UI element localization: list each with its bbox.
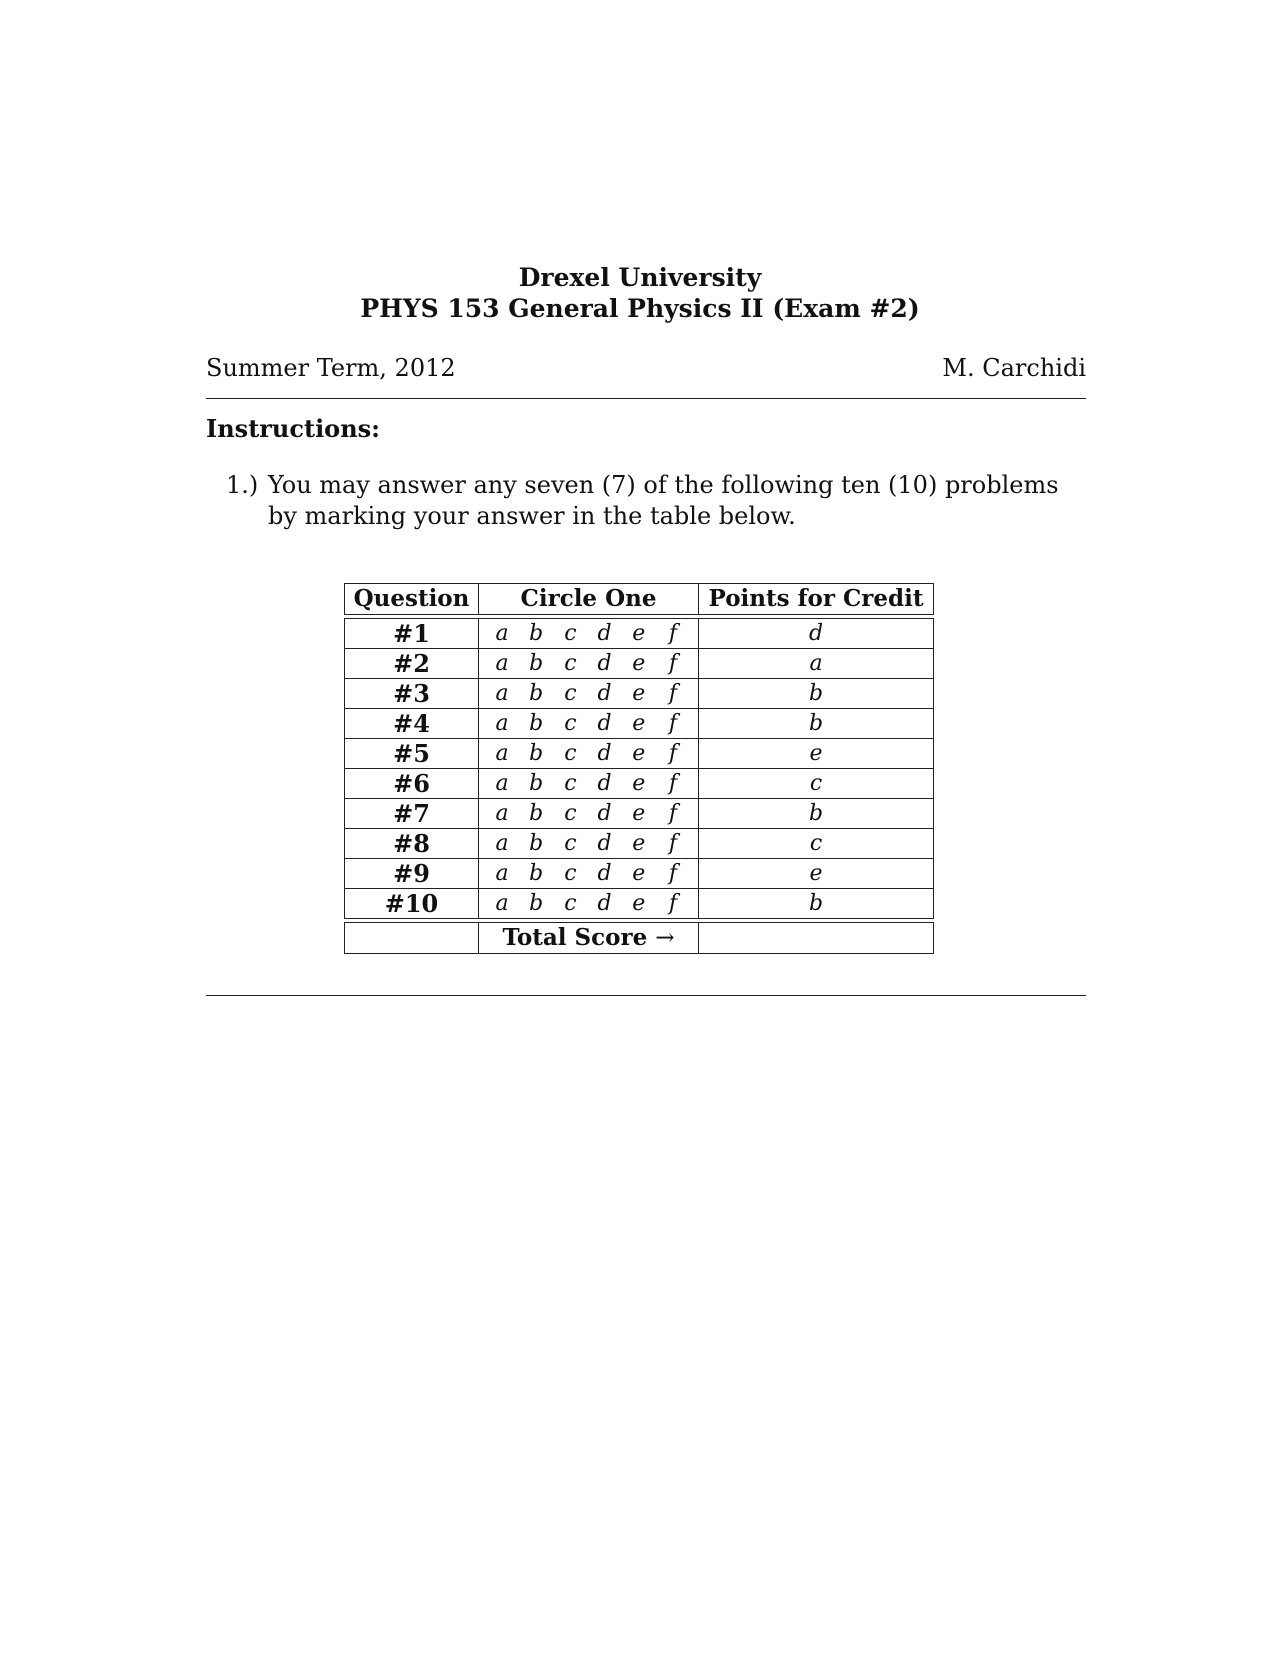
table-header-row <box>344 583 934 615</box>
answer-option-b[interactable]: b <box>529 741 544 766</box>
answer-option-f[interactable]: f <box>668 651 678 676</box>
answer-option-f[interactable]: f <box>668 891 678 916</box>
credit-answer: b <box>698 709 934 739</box>
instructor-name: M. Carchidi <box>942 354 1086 382</box>
answer-option-e[interactable]: e <box>632 651 646 676</box>
options-group <box>479 649 698 678</box>
answer-option-e[interactable]: e <box>632 681 646 706</box>
instructions-heading: Instructions: <box>206 414 381 443</box>
answer-option-c[interactable]: c <box>564 651 577 676</box>
question-number: #6 <box>344 769 478 799</box>
options-group <box>479 769 698 798</box>
credit-answer: e <box>698 859 934 889</box>
answer-option-e[interactable]: e <box>632 771 646 796</box>
options-group <box>479 829 698 858</box>
total-score-label <box>478 922 698 954</box>
answer-option-b[interactable]: b <box>529 681 544 706</box>
right-arrow-icon: → <box>655 925 675 951</box>
answer-options <box>478 739 698 769</box>
answer-table-body <box>344 615 934 919</box>
answer-option-b[interactable]: b <box>529 801 544 826</box>
question-number: #3 <box>344 679 478 709</box>
answer-option-a[interactable]: a <box>495 621 509 646</box>
course-title: PHYS 153 General Physics II (Exam #2) <box>360 294 920 323</box>
answer-option-d[interactable]: d <box>597 681 612 706</box>
answer-option-e[interactable]: e <box>632 831 646 856</box>
answer-option-f[interactable]: f <box>668 681 678 706</box>
answer-option-e[interactable]: e <box>632 891 646 916</box>
options-group <box>479 859 698 888</box>
answer-option-d[interactable]: d <box>597 711 612 736</box>
instruction-item <box>226 470 1086 532</box>
table-row <box>344 769 934 799</box>
answer-option-c[interactable]: c <box>564 891 577 916</box>
answer-option-f[interactable]: f <box>668 771 678 796</box>
answer-option-e[interactable]: e <box>632 801 646 826</box>
term-instructor-row <box>206 353 1086 383</box>
table-row <box>344 618 934 649</box>
question-number: #8 <box>344 829 478 859</box>
answer-option-b[interactable]: b <box>529 651 544 676</box>
table-row <box>344 859 934 889</box>
answer-option-a[interactable]: a <box>495 771 509 796</box>
answer-option-a[interactable]: a <box>495 651 509 676</box>
answer-option-c[interactable]: c <box>564 741 577 766</box>
header-points: Points for Credit <box>698 583 934 615</box>
top-divider <box>206 398 1086 399</box>
answer-option-d[interactable]: d <box>597 741 612 766</box>
answer-options <box>478 829 698 859</box>
table-row <box>344 889 934 919</box>
credit-answer: c <box>698 829 934 859</box>
question-number: #1 <box>344 618 478 649</box>
credit-answer: e <box>698 739 934 769</box>
answer-option-d[interactable]: d <box>597 861 612 886</box>
table-row <box>344 679 934 709</box>
answer-options <box>478 889 698 919</box>
table-row <box>344 709 934 739</box>
table-row <box>344 799 934 829</box>
table-row <box>344 829 934 859</box>
answer-option-e[interactable]: e <box>632 711 646 736</box>
answer-option-a[interactable]: a <box>495 831 509 856</box>
answer-option-b[interactable]: b <box>529 891 544 916</box>
header-question: Question <box>344 583 478 615</box>
answer-options <box>478 859 698 889</box>
options-group <box>479 799 698 828</box>
question-number: #10 <box>344 889 478 919</box>
credit-answer: b <box>698 679 934 709</box>
instruction-text: You may answer any seven (7) of the following ten (10) problems by marking your answer in the table below. <box>268 471 1059 530</box>
question-number: #7 <box>344 799 478 829</box>
answer-option-e[interactable]: e <box>632 861 646 886</box>
credit-answer: b <box>698 799 934 829</box>
total-empty-cell <box>344 922 478 954</box>
answer-options <box>478 709 698 739</box>
institution-name: Drexel University <box>518 263 762 292</box>
total-score-value[interactable] <box>698 922 934 954</box>
options-group <box>479 739 698 768</box>
answer-option-b[interactable]: b <box>529 861 544 886</box>
answer-options <box>478 799 698 829</box>
credit-answer: d <box>698 618 934 649</box>
answer-option-d[interactable]: d <box>597 771 612 796</box>
bottom-divider <box>206 995 1086 996</box>
question-number: #5 <box>344 739 478 769</box>
credit-answer: c <box>698 769 934 799</box>
answer-option-f[interactable]: f <box>668 861 678 886</box>
answer-option-d[interactable]: d <box>597 831 612 856</box>
answer-option-d[interactable]: d <box>597 891 612 916</box>
total-score-row <box>344 922 934 954</box>
answer-options <box>478 649 698 679</box>
answer-options <box>478 679 698 709</box>
answer-option-c[interactable]: c <box>564 771 577 796</box>
term-label: Summer Term, 2012 <box>206 354 456 382</box>
credit-answer: a <box>698 649 934 679</box>
answer-option-a[interactable]: a <box>495 801 509 826</box>
answer-option-e[interactable]: e <box>632 621 646 646</box>
table-row <box>344 739 934 769</box>
answer-option-c[interactable]: c <box>564 801 577 826</box>
answer-option-d[interactable]: d <box>597 621 612 646</box>
question-number: #9 <box>344 859 478 889</box>
options-group <box>479 679 698 708</box>
answer-table <box>344 583 934 954</box>
answer-option-b[interactable]: b <box>529 831 544 856</box>
answer-option-b[interactable]: b <box>529 621 544 646</box>
answer-option-b[interactable]: b <box>529 771 544 796</box>
table-row <box>344 649 934 679</box>
answer-option-f[interactable]: f <box>668 831 678 856</box>
answer-option-c[interactable]: c <box>564 861 577 886</box>
answer-option-a[interactable]: a <box>495 741 509 766</box>
answer-option-f[interactable]: f <box>668 741 678 766</box>
options-group <box>479 889 698 918</box>
answer-option-c[interactable]: c <box>564 681 577 706</box>
answer-option-e[interactable]: e <box>632 741 646 766</box>
options-group <box>479 709 698 738</box>
answer-option-a[interactable]: a <box>495 861 509 886</box>
answer-option-a[interactable]: a <box>495 681 509 706</box>
answer-options <box>478 618 698 649</box>
header-circle-one: Circle One <box>478 583 698 615</box>
answer-options <box>478 769 698 799</box>
answer-option-d[interactable]: d <box>597 801 612 826</box>
answer-option-f[interactable]: f <box>668 801 678 826</box>
credit-answer: b <box>698 889 934 919</box>
answer-option-b[interactable]: b <box>529 711 544 736</box>
total-score-text: Total Score <box>502 924 648 951</box>
question-number: #2 <box>344 649 478 679</box>
answer-option-d[interactable]: d <box>597 651 612 676</box>
answer-option-a[interactable]: a <box>495 711 509 736</box>
exam-header <box>0 262 1280 325</box>
instruction-number: 1.) <box>226 471 259 499</box>
answer-option-f[interactable]: f <box>668 621 678 646</box>
answer-option-c[interactable]: c <box>564 711 577 736</box>
answer-option-a[interactable]: a <box>495 891 509 916</box>
answer-option-c[interactable]: c <box>564 831 577 856</box>
options-group <box>479 619 698 648</box>
answer-option-c[interactable]: c <box>564 621 577 646</box>
question-number: #4 <box>344 709 478 739</box>
answer-option-f[interactable]: f <box>668 711 678 736</box>
